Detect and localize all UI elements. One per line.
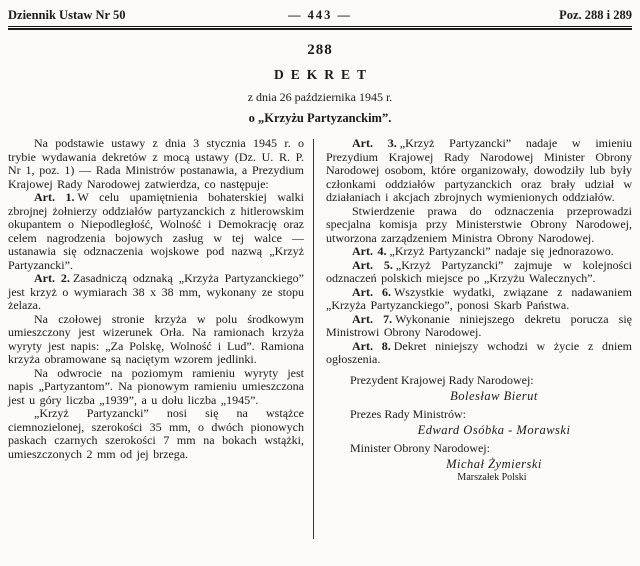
signature-name-osobka-morawski: Edward Osóbka - Morawski xyxy=(417,422,571,437)
signature-title-premier: Prezes Rady Ministrów: xyxy=(350,406,466,421)
paragraph-text: Dekret niniejszy wchodzi w życie z dniem ogłoszenia. xyxy=(326,338,632,366)
article-5-paragraph xyxy=(326,259,632,286)
article-2-paragraph xyxy=(8,272,304,313)
two-column-body xyxy=(8,137,632,539)
article-8-paragraph xyxy=(326,340,632,367)
paragraph-text: W celu upamiętnienia bohaterskiej walki zbrojnej żołnierzy oddziałów partyzanckich z hitlerowskim okupantem o Niepodległość, Wolność i Demokrację oraz celem nagrodzenia bojowych zasług w tej walce — ustanawia się odznaczenia wojskowe pod nazwą „Krzyż Partyzancki”. xyxy=(8,190,304,272)
paragraph-text: „Krzyż Partyzancki” nadaje się jednorazowo. xyxy=(389,244,614,258)
signature-name-bierut: Bolesław Bierut xyxy=(450,388,538,403)
article-label: Art. 4. xyxy=(352,244,387,258)
article-label: Art. 5. xyxy=(352,257,393,272)
obverse-description-paragraph xyxy=(8,313,304,367)
article-label: Art. 2. xyxy=(34,271,70,285)
paragraph-text: Wykonanie niniejszego dekretu porucza się Ministrowi Obrony Narodowej. xyxy=(326,311,632,339)
paragraph-text: Zasadniczą odznaką „Krzyża Partyzanckiego” jest krzyż o wymiarach 38 x 38 mm, wykonany ze stopu żelaza. xyxy=(8,271,304,312)
paragraph-text: Stwierdzenie prawa do odznaczenia przeprowadzi specjalna komisja przy Ministerstwie Obrony Narodowej, utworzona zarządzeniem Ministra Obrony Narodowej. xyxy=(326,203,632,245)
paragraph-text: Na podstawie ustawy z dnia 3 stycznia 1945 r. o trybie wydawania dekretów z mocą ustawy (Dz. U. R. P. Nr 1, poz. 1) — Rada Ministrów postanawia, a Prezydium Krajowej Rady Narodowej zatwierdza, co następuje: xyxy=(8,136,304,191)
article-1-paragraph xyxy=(8,191,304,272)
article-6-paragraph xyxy=(326,286,632,313)
header-row xyxy=(8,5,632,27)
paragraph-text: „Krzyż Partyzancki” nadaje w imieniu Prezydium Krajowej Rady Narodowej Minister Obrony Narodowej osobom, które organizowały, dowodziły lub były członkami oddziałów partyzanckich oraz brały udział w działaniach i akcjach zbrojnych wymienionych oddziałów. xyxy=(326,136,632,204)
paragraph-text: „Krzyż Partyzancki” zajmuje w kolejności odznaczeń polskich miejsce po „Krzyżu Walecznych”. xyxy=(326,257,632,285)
page-number: — 443 — xyxy=(288,8,352,22)
signature-rank-marshal: Marszałek Polski xyxy=(457,471,527,483)
article-7-paragraph xyxy=(326,313,632,340)
position-reference: Poz. 288 i 289 xyxy=(559,8,632,22)
reverse-description-paragraph xyxy=(8,367,304,408)
article-4-paragraph xyxy=(326,245,632,259)
journal-title: Dziennik Ustaw Nr 50 xyxy=(8,8,126,22)
article-label: Art. 8. xyxy=(352,338,391,353)
article-label: Art. 7. xyxy=(352,311,393,326)
paragraph-text: Wszystkie wydatki, związane z nadawaniem „Krzyża Partyzanckiego”, ponosi Skarb Państwa. xyxy=(326,284,632,312)
signature-title-president: Prezydent Krajowej Rady Narodowej: xyxy=(350,372,534,387)
decree-title-block xyxy=(8,42,632,126)
paragraph-text: Na czołowej stronie krzyża w polu środkowym umieszczony jest wizerunek Orła. Na ramionach krzyża wyryty jest napis: „Za Polskę, Wolność i Lud”. Ramiona krzyża obramowane są naciętym wzorem jedlinki. xyxy=(8,311,304,366)
ribbon-description-paragraph xyxy=(8,407,304,461)
article-label: Art. 3. xyxy=(352,136,397,150)
decree-number: 288 xyxy=(307,42,333,58)
preamble-paragraph xyxy=(8,137,304,191)
signature-title-minister: Minister Obrony Narodowej: xyxy=(350,440,490,455)
left-column xyxy=(8,137,304,539)
header-rule xyxy=(8,28,632,30)
decree-kind: DEKRET xyxy=(273,67,373,82)
decree-subject: o „Krzyżu Partyzanckim”. xyxy=(248,111,392,125)
article-label: Art. 1. xyxy=(34,190,75,204)
paragraph-text: Na odwrocie na poziomym ramieniu wyryty jest napis „Partyzantom”. Na pionowym ramieniu umieszczona jest u góry liczba „1939”, a u dołu liczba „1945”. xyxy=(8,365,304,407)
right-column xyxy=(326,137,632,539)
decree-date: z dnia 26 października 1945 r. xyxy=(247,90,393,104)
article-3-paragraph xyxy=(326,137,632,205)
signature-block xyxy=(326,373,632,483)
commission-paragraph xyxy=(326,205,632,246)
article-label: Art. 6. xyxy=(352,284,391,299)
column-divider xyxy=(313,139,314,539)
signature-name-zymierski: Michał Żymierski xyxy=(446,456,542,471)
page-header xyxy=(8,5,632,30)
paragraph-text: „Krzyż Partyzancki” nosi się na wstążce ciemnozielonej, szerokości 35 mm, o dwóch pionowych paskach czarnych szerokości 7 mm na bokach wstążki, umieszczonych 2 mm od jej brzega. xyxy=(8,406,304,461)
